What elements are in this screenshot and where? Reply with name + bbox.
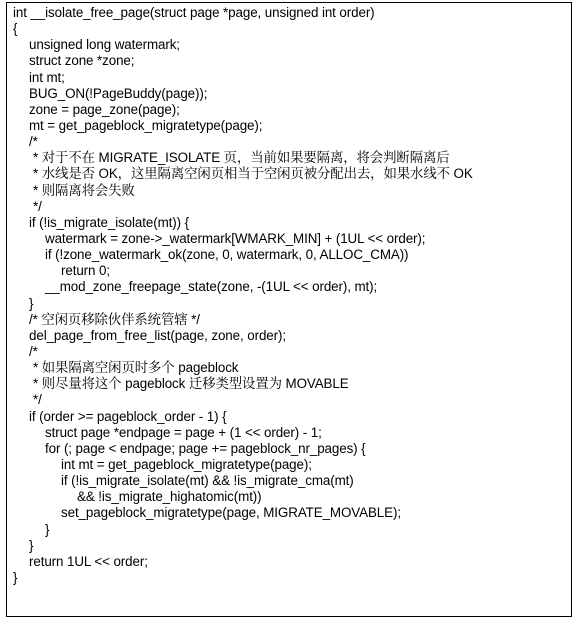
code-line: for (; page < endpage; page += pageblock_nr_pages) {	[45, 440, 366, 456]
code-line: /*	[29, 134, 38, 150]
code-line: int mt;	[29, 69, 65, 85]
code-line: int __isolate_free_page(struct page *page, unsigned int order)	[13, 5, 375, 20]
code-line: unsigned long watermark;	[29, 37, 180, 53]
code-line: }	[29, 295, 34, 311]
code-line: int mt = get_pageblock_migratetype(page);	[61, 456, 312, 472]
code-line: return 0;	[61, 263, 110, 279]
code-line: struct page *endpage = page + (1 << order) - 1;	[45, 424, 322, 440]
code-line: * 则隔离将会失败	[33, 182, 135, 198]
code-line: {	[13, 21, 18, 37]
code-line: watermark = zone->_watermark[WMARK_MIN] + (1UL << order);	[45, 230, 426, 246]
code-line: if (!zone_watermark_ok(zone, 0, watermark, 0, ALLOC_CMA))	[45, 247, 409, 263]
code-line: set_pageblock_migratetype(page, MIGRATE_MOVABLE);	[61, 505, 401, 521]
code-line: if (order >= pageblock_order - 1) {	[29, 408, 227, 424]
code-line: * 水线是否 OK，这里隔离空闲页相当于空闲页被分配出去，如果水线不 OK	[33, 166, 473, 182]
code-line: if (!is_migrate_isolate(mt) && !is_migrate_cma(mt)	[61, 473, 354, 489]
code-line: * 如果隔离空闲页时多个 pageblock	[33, 360, 239, 376]
code-line: && !is_migrate_highatomic(mt))	[77, 489, 262, 505]
code-line: struct zone *zone;	[29, 53, 135, 69]
code-line: */	[33, 198, 42, 214]
code-line: }	[29, 537, 34, 553]
code-listing	[6, 2, 572, 617]
code-line: mt = get_pageblock_migratetype(page);	[29, 117, 263, 133]
code-line: }	[13, 569, 18, 585]
code-line: * 对于不在 MIGRATE_ISOLATE 页，当前如果要隔离，将会判断隔离后	[33, 150, 450, 166]
code-line: __mod_zone_freepage_state(zone, -(1UL << order), mt);	[45, 279, 378, 295]
code-line: /*	[29, 343, 38, 359]
code-line: */	[33, 392, 42, 408]
code-line: /* 空闲页移除伙伴系统管辖 */	[29, 311, 200, 327]
code-line: if (!is_migrate_isolate(mt)) {	[29, 214, 189, 230]
code-line: return 1UL << order;	[29, 553, 148, 569]
code-line: }	[45, 521, 50, 537]
code-line: BUG_ON(!PageBuddy(page));	[29, 85, 208, 101]
code-line: zone = page_zone(page);	[29, 101, 180, 117]
code-line: del_page_from_free_list(page, zone, order);	[29, 327, 286, 343]
code-line: * 则尽量将这个 pageblock 迁移类型设置为 MOVABLE	[33, 376, 349, 392]
